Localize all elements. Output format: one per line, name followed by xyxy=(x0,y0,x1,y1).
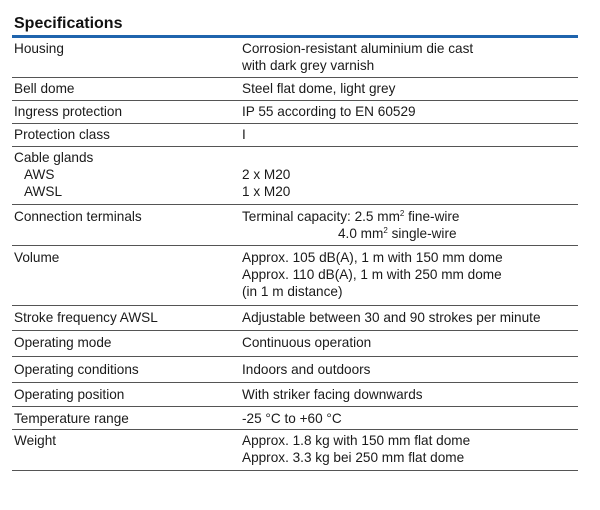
spec-row-cable-glands xyxy=(12,147,578,205)
spec-label: Stroke frequency AWSL xyxy=(14,310,158,325)
superscript: 2 xyxy=(383,226,388,235)
spec-value: With striker facing downwards xyxy=(242,387,423,402)
spec-value-line xyxy=(242,208,578,225)
spec-label: Volume xyxy=(14,250,60,265)
spec-row-housing xyxy=(12,38,578,78)
spec-row-weight xyxy=(12,430,578,471)
spec-value: Corrosion-resistant aluminium die cast xyxy=(242,41,474,56)
spec-label: Protection class xyxy=(14,127,110,142)
spec-value: single-wire xyxy=(391,226,457,241)
spec-label: Bell dome xyxy=(14,81,75,96)
spec-value: fine-wire xyxy=(408,209,460,224)
superscript: 2 xyxy=(399,209,405,218)
spec-label: Operating mode xyxy=(14,335,112,350)
spec-value: 1 x M20 xyxy=(242,184,291,199)
spec-label: Operating conditions xyxy=(14,362,139,377)
spec-value: Approx. 110 dB(A), 1 m with 250 mm dome xyxy=(242,267,502,282)
spec-label: Housing xyxy=(14,41,64,56)
spec-sublabel: AWSL xyxy=(24,184,63,199)
spec-value: Adjustable between 30 and 90 strokes per minute xyxy=(242,310,541,325)
spec-row-stroke-frequency xyxy=(12,306,578,331)
spec-row-connection-terminals xyxy=(12,205,578,246)
spec-value: Indoors and outdoors xyxy=(242,362,371,377)
spec-value: IP 55 according to EN 60529 xyxy=(242,104,416,119)
spec-row-operating-position xyxy=(12,383,578,407)
section-title: Specifications xyxy=(14,15,123,32)
spec-value: I xyxy=(242,127,246,142)
spec-value: 2 x M20 xyxy=(242,167,291,182)
spec-value: 4.0 mm xyxy=(338,226,384,241)
spec-row-protection-class xyxy=(12,124,578,147)
spec-label: Weight xyxy=(14,433,57,448)
spec-row-ingress-protection xyxy=(12,101,578,124)
spec-sublabel: AWS xyxy=(24,167,55,182)
spec-value: (in 1 m distance) xyxy=(242,284,343,299)
spec-value: with dark grey varnish xyxy=(242,58,375,73)
spec-label: Connection terminals xyxy=(14,209,142,224)
spec-value: Terminal capacity: 2.5 mm xyxy=(242,209,400,224)
spec-value: Approx. 105 dB(A), 1 m with 150 mm dome xyxy=(242,250,503,265)
spec-value: -25 °C to +60 °C xyxy=(242,411,342,426)
specifications-table xyxy=(12,14,578,471)
spec-value xyxy=(242,149,578,166)
spec-value: Approx. 1.8 kg with 150 mm flat dome xyxy=(242,433,471,448)
spec-row-temperature-range xyxy=(12,407,578,430)
spec-label: Temperature range xyxy=(14,411,129,426)
spec-row-operating-mode xyxy=(12,331,578,357)
spec-row-operating-conditions xyxy=(12,357,578,383)
spec-label: Operating position xyxy=(14,387,125,402)
spec-value: Continuous operation xyxy=(242,335,372,350)
spec-value: Approx. 3.3 kg bei 250 mm flat dome xyxy=(242,450,465,465)
spec-row-bell-dome xyxy=(12,78,578,101)
spec-value-line xyxy=(242,225,578,242)
spec-row-volume xyxy=(12,246,578,306)
spec-label: Cable glands xyxy=(14,150,94,165)
spec-label: Ingress protection xyxy=(14,104,123,119)
spec-value: Steel flat dome, light grey xyxy=(242,81,396,96)
